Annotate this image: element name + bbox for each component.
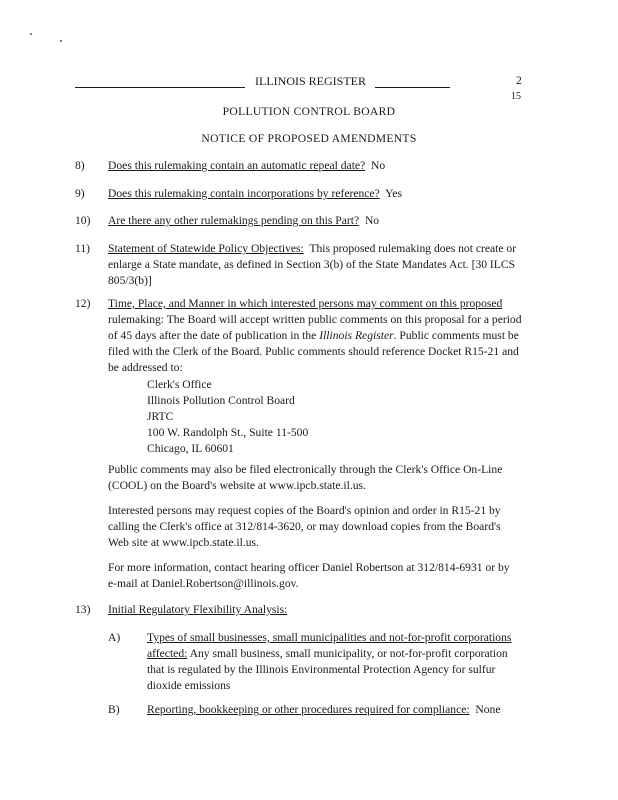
item-answer: No [371, 159, 386, 172]
contact-paragraph [108, 560, 542, 592]
item-question: Are there any other rulemakings pending on this Part? [108, 214, 360, 227]
page-number: 2 [516, 74, 522, 87]
sub-item-b [147, 702, 542, 718]
paragraph-line: Interested persons may request copies of the Board's opinion and order in R15-21 by [108, 504, 501, 517]
paragraph-line: calling the Clerk's office at 312/814-3620, or may download copies from the Board's [108, 520, 501, 533]
sub-text: None [475, 703, 501, 716]
sub-text: Any small business, small municipality, or not-for-profit corporation [187, 647, 508, 660]
scan-speck [60, 40, 62, 42]
address-line: 100 W. Randolph St., Suite 11-500 [147, 426, 309, 439]
item-8 [108, 158, 540, 174]
item-9 [108, 186, 540, 202]
address-line: Clerk's Office [147, 378, 212, 391]
paragraph-line: Public comments may also be filed electronically through the Clerk's Office On-Line [108, 463, 503, 476]
paragraph-line: Web site at www.ipcb.state.il.us. [108, 536, 259, 549]
item-number: 11) [75, 242, 91, 255]
item-answer: Yes [385, 187, 402, 200]
copies-paragraph [108, 503, 542, 551]
page-subnumber: 15 [511, 91, 521, 102]
item-13-heading [108, 602, 540, 618]
item-text: 805/3(b)] [108, 274, 152, 287]
sub-heading: affected: [147, 647, 188, 660]
item-10 [108, 213, 540, 229]
paragraph-line: e-mail at Daniel.Robertson@illinois.gov. [108, 577, 299, 590]
item-12 [108, 296, 542, 376]
board-title: POLLUTION CONTROL BOARD [222, 105, 396, 118]
item-question: Does this rulemaking contain incorporations by reference? [108, 187, 380, 200]
item-heading: Initial Regulatory Flexibility Analysis: [108, 603, 288, 616]
register-title: ILLINOIS REGISTER [255, 74, 366, 88]
sub-text: dioxide emissions [147, 679, 231, 692]
item-11 [108, 241, 542, 289]
address-line: Chicago, IL 60601 [147, 442, 234, 455]
item-text: be addressed to: [108, 361, 183, 374]
item-text: This proposed rulemaking does not create or [309, 242, 517, 255]
item-heading: Time, Place, and Manner in which interested persons may comment on this proposed [108, 297, 503, 310]
publication-name: Illinois Register [319, 329, 394, 342]
item-text: enlarge a State mandate, as defined in Section 3(b) of the State Mandates Act. [30 ILCS [108, 258, 516, 271]
address-line: Illinois Pollution Control Board [147, 394, 295, 407]
sub-letter: A) [108, 631, 121, 644]
address-line: JRTC [147, 410, 174, 423]
item-number: 9) [75, 187, 85, 200]
sub-letter: B) [108, 703, 120, 716]
item-heading: Statement of Statewide Policy Objectives: [108, 242, 304, 255]
item-text: filed with the Clerk of the Board. Public comments should reference Docket R15-21 and [108, 345, 519, 358]
notice-title: NOTICE OF PROPOSED AMENDMENTS [201, 132, 417, 145]
clerk-address [147, 377, 308, 457]
paragraph-line: For more information, contact hearing officer Daniel Robertson at 312/814-6931 or by [108, 561, 510, 574]
sub-text: that is regulated by the Illinois Environmental Protection Agency for sulfur [147, 663, 496, 676]
sub-heading: Reporting, bookkeeping or other procedures required for compliance: [147, 703, 470, 716]
item-number: 13) [75, 603, 91, 616]
item-number: 12) [75, 297, 91, 310]
item-text: rulemaking: The Board will accept written public comments on this proposal for a period [108, 313, 522, 326]
item-text: of 45 days after the date of publication in the [108, 329, 317, 342]
sub-heading: Types of small businesses, small municipalities and not-for-profit corporations [147, 631, 512, 644]
item-question: Does this rulemaking contain an automatic repeal date? [108, 159, 366, 172]
sub-item-a [147, 630, 542, 694]
item-number: 8) [75, 159, 85, 172]
item-text: . Public comments must be [393, 329, 519, 342]
header-rule-right [375, 87, 450, 88]
item-answer: No [364, 214, 380, 227]
header-rule-left [75, 87, 245, 88]
electronic-filing-paragraph [108, 462, 542, 494]
item-number: 10) [75, 214, 91, 227]
paragraph-line: (COOL) on the Board's website at www.ipcb.state.il.us. [108, 479, 366, 492]
scan-speck [30, 33, 32, 35]
